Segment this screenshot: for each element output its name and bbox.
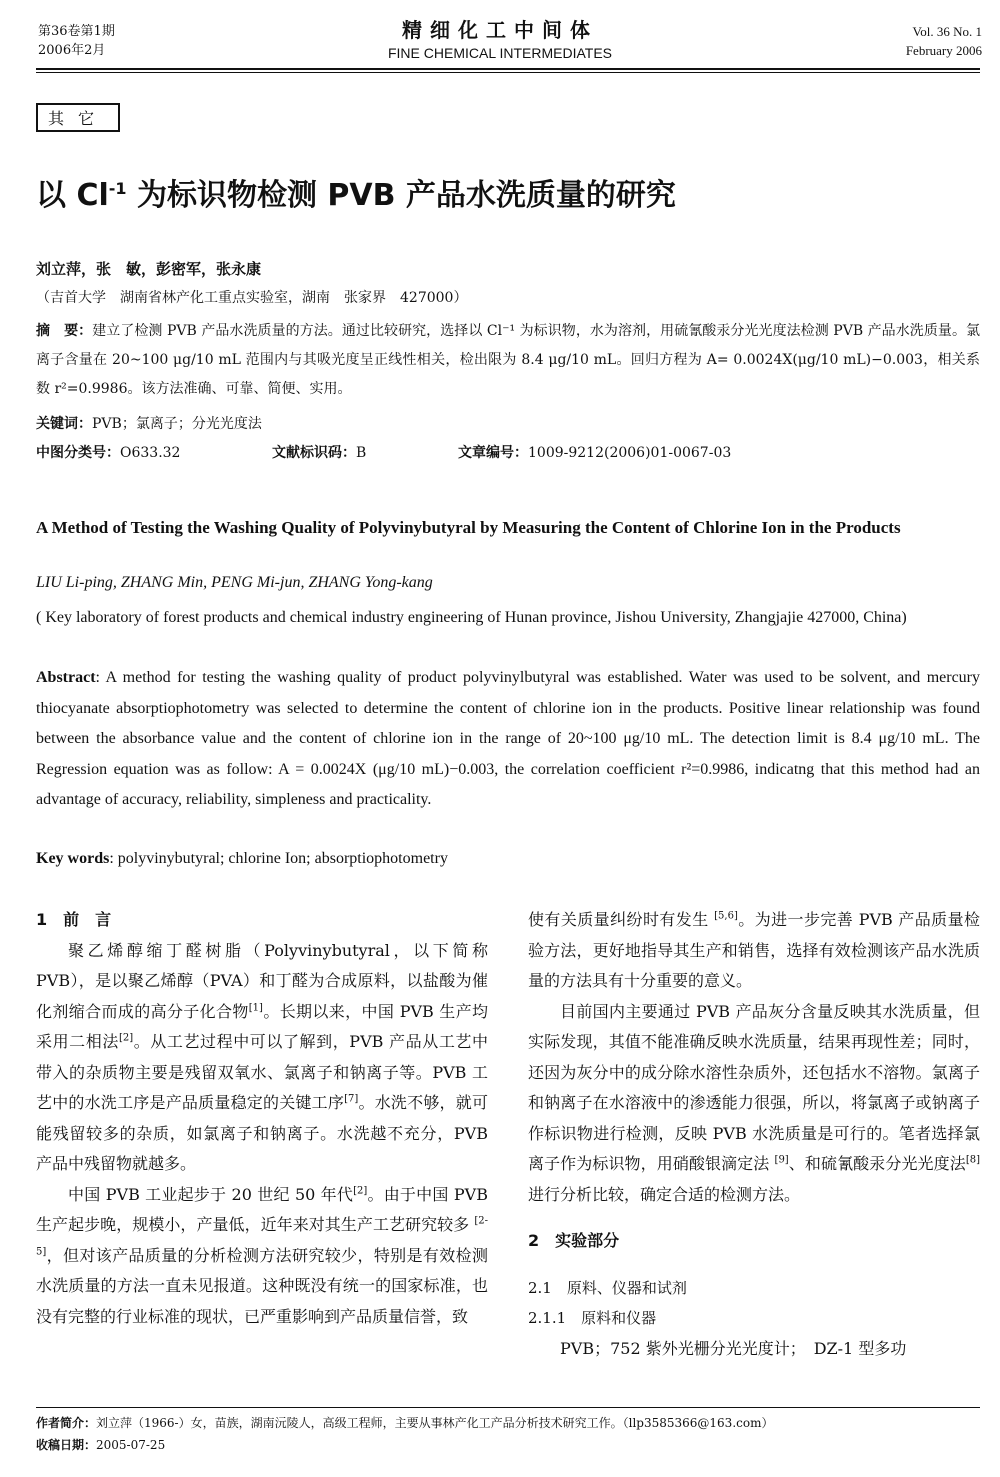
issue-date: 2006年2月: [38, 43, 106, 58]
doc-code-value: B: [356, 445, 367, 461]
issue-info: [38, 22, 115, 60]
text-run: 目前国内主要通过 PVB 产品灰分含量反映其水洗质量，但实际发现，其值不能准确反映水洗质量，结果再现性差；同时，还因为灰分中的成分除水溶性杂质外，还包括水不溶物。氯离子和钠离子在水溶液中的渗透能力很强，所以，将氯离子或钠离子作标识物进行检测，反映 PVB 水洗质量是可行的。笔者选择氯离子作为标识物，用硝酸银滴定法: [528, 1001, 980, 1173]
text-run: 。为进一步完善 PVB 产品质量检验方法，更好地指导其生产和销售，选择有效检测该产品水洗质量的方法具有十分重要的意义。: [528, 910, 980, 990]
issue-volume: 第36卷第1期: [38, 24, 115, 39]
received-date-text: 2005-07-25: [96, 1438, 166, 1452]
abstract-en-text: : A method for testing the washing quality of product polyvinylbutyral was established. Water was used to be solvent, and mercury thiocyanate absorptiophotometry was selected to determine the content of chlorine ion in the products. Positive linear relationship was found between the absorbance value and the content of chlorine ion in the range of 20~100 μg/10 mL. The detection limit is 8.4 μg/10 mL. The Regression equation was as follow: A = 0.0024X (μg/10 mL)−0.003, the correlation coefficient r²=0.9986, indicatng that this method had an advantage of accuracy, reliability, simpleness and practicality.: [36, 669, 980, 808]
text-run: 。由于中国 PVB 生产起步晚，规模小，产量低，近年来对其生产工艺研究较多: [36, 1184, 488, 1234]
citation: [2]: [118, 1032, 134, 1044]
clc-value: O633.32: [120, 445, 181, 461]
text-run: 聚乙烯醇缩丁醛树脂（Polyvinybutyral，以下简称 PVB），是以聚乙烯醇（PVA）和丁醛为合成原料，以盐酸为催化剂缩合而成的高分子化合物: [36, 940, 488, 1021]
body-paragraph: [36, 1180, 488, 1333]
issue-volume-en: Vol. 36 No. 1: [912, 24, 982, 39]
citation: [7]: [344, 1093, 359, 1105]
keywords-cn-label: 关键词：: [36, 416, 92, 432]
text-run: 。水洗不够，就可能残留较多的杂质，如氯离子和钠离子。水洗越不充分，PVB 产品中残留物就越多。: [36, 1093, 488, 1173]
keywords-en-text: : polyvinybutyral; chlorine Ion; absorptiophotometry: [109, 850, 448, 867]
abstract-en: [36, 663, 980, 816]
affiliation-en: ( Key laboratory of forest products and chemical industry engineering of Hunan province, Jishou University, Zhangjajie 427000, China): [36, 609, 907, 626]
abstract-cn: [36, 317, 980, 404]
citation: [1]: [248, 1002, 263, 1014]
text-run: ，但对该产品质量的分析检测方法研究较少，特别是有效检测水洗质量的方法一直未见报道。这种既没有统一的国家标准，也没有完整的行业标准的现状，已严重影响到产品质量信誉，致: [36, 1245, 488, 1326]
citation: [2-5]: [36, 1215, 488, 1258]
citation: [9]: [774, 1154, 789, 1166]
body-paragraph: PVB；752 紫外光栅分光光度计； DZ-1 型多功: [560, 1338, 907, 1358]
header-rule-thick: [36, 68, 980, 70]
journal-name: [300, 14, 700, 61]
header-rule-thin: [36, 72, 980, 73]
keywords-en-label: Key words: [36, 850, 110, 867]
section-2-1-heading: 2.1 原料、仪器和试剂: [528, 1278, 687, 1297]
article-number: [458, 442, 731, 462]
citation: [5,6]: [714, 910, 738, 922]
text-run: 进行分析比较，确定合适的检测方法。: [528, 1184, 801, 1204]
body-paragraph: [528, 905, 980, 997]
citation: [8]: [965, 1154, 980, 1166]
text-run: 、和硫氰酸汞分光光度法: [788, 1154, 966, 1173]
doc-code-label: 文献标识码：: [272, 445, 356, 461]
received-date-label: 收稿日期：: [36, 1438, 97, 1452]
paper-title-cn: [36, 170, 676, 214]
text-run: 。从工艺过程中可以了解到，PVB 产品从工艺中带入的杂质物主要是残留双氧水、氯离子和钠离子等。PVB 工艺中的水洗工序是产品质量稳定的关键工序: [36, 1032, 488, 1112]
author-bio-label: 作者简介：: [36, 1416, 97, 1430]
text-run: 。长期以来，中国 PVB 生产均采用二相法: [36, 1001, 488, 1051]
title-part-2: 为标识物检测 PVB 产品水洗质量的研究: [126, 178, 676, 213]
abstract-cn-text: 建立了检测 PVB 产品水洗质量的方法。通过比较研究，选择以 Cl⁻¹ 为标识物，水为溶剂，用硫氰酸汞分光光度法检测 PVB 产品水洗质量。氯离子含量在 20~100 μg/10 mL 范围内与其吸光度呈正线性相关，检出限为 8.4 μg/10 mL。回归方程为 A= 0.0024X(μg/10 mL)−0.003，相关系数 r²=0.9986。该方法准确、可靠、简便、实用。: [36, 323, 980, 397]
section-1-heading: 1 前 言: [36, 910, 112, 929]
title-part-1: 以 Cl: [36, 178, 109, 213]
body-paragraph: [36, 936, 488, 1180]
title-superscript: -1: [108, 179, 127, 198]
keywords-cn: [36, 413, 262, 433]
text-run: 使有关质量纠纷时有发生: [528, 910, 715, 929]
affiliation-cn: （吉首大学 湖南省林产化工重点实验室，湖南 张家界 427000）: [36, 290, 468, 306]
text-run: 中国 PVB 工业起步于 20 世纪 50 年代: [68, 1184, 354, 1204]
abstract-en-label: Abstract: [36, 669, 96, 686]
keywords-cn-text: PVB；氯离子；分光光度法: [92, 416, 262, 432]
footnote-rule: [36, 1407, 980, 1408]
citation: [2]: [353, 1185, 368, 1197]
paper-title-en: A Method of Testing the Washing Quality of Polyvinybutyral by Measuring the Content of Chlorine Ion in the Products: [36, 518, 901, 537]
doc-code: [272, 442, 366, 462]
clc-label: 中图分类号：: [36, 445, 120, 461]
issue-info-en: [906, 22, 982, 60]
authors-en: LIU Li-ping, ZHANG Min, PENG Mi-jun, ZHANG Yong-kang: [36, 574, 433, 591]
abstract-cn-label: 摘 要：: [36, 323, 93, 339]
body-column-left: [36, 905, 488, 1332]
section-2-1-1-heading: 2.1.1 原料和仪器: [528, 1309, 657, 1327]
body-paragraph: [528, 997, 980, 1211]
article-number-value: 1009-9212(2006)01-0067-03: [528, 445, 732, 461]
section-tag: 其它: [36, 103, 120, 132]
journal-name-en: FINE CHEMICAL INTERMEDIATES: [387, 45, 613, 61]
journal-name-cn: 精细化工中间体: [402, 18, 598, 42]
footnote: [36, 1412, 773, 1456]
authors-cn: 刘立萍，张 敏，彭密军，张永康: [36, 260, 262, 278]
author-bio: [36, 1412, 773, 1434]
body-column-right: [528, 905, 980, 1364]
section-2-heading: 2 实验部分: [528, 1231, 620, 1250]
issue-date-en: February 2006: [905, 43, 982, 58]
clc-number: [36, 442, 180, 462]
article-number-label: 文章编号：: [458, 445, 528, 461]
author-bio-text: 刘立萍（1966-）女，苗族，湖南沅陵人，高级工程师，主要从事林产化工产品分析技术研究工作。（llp3585366@163.com）: [96, 1416, 774, 1430]
received-date: [36, 1434, 773, 1456]
keywords-en: [36, 850, 448, 868]
